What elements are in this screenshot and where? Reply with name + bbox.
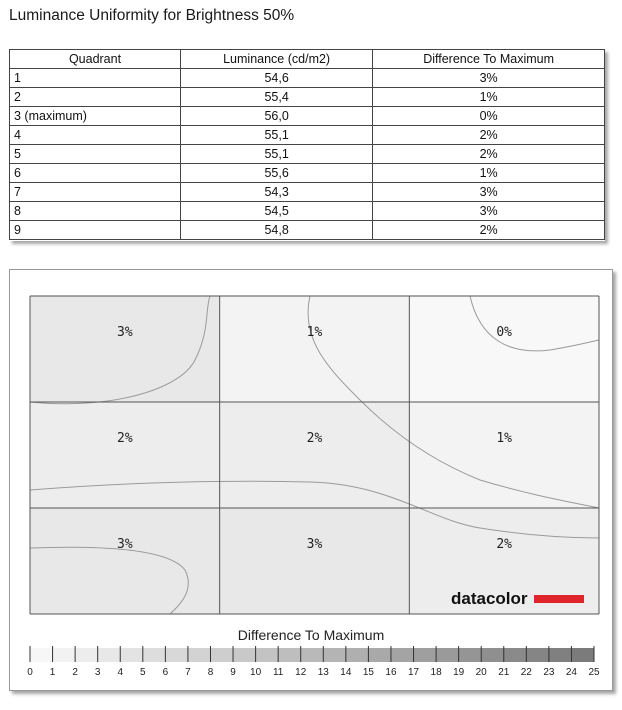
scale-tick-label: 22 <box>520 667 532 678</box>
cell-quadrant: 3 (maximum) <box>10 107 181 126</box>
cell-difference: 0% <box>373 107 605 126</box>
table-row <box>10 202 605 221</box>
cell-luminance: 55,4 <box>181 88 373 107</box>
scale-tick-label: 7 <box>185 667 191 678</box>
scale-tick-label: 16 <box>385 667 397 678</box>
scale-tick-label: 4 <box>117 667 124 678</box>
cell-quadrant: 1 <box>10 69 181 88</box>
cell-value-label: 2% <box>117 431 133 446</box>
cell-difference: 3% <box>373 69 605 88</box>
cell-difference: 2% <box>373 126 605 145</box>
heatmap-cell <box>30 402 220 508</box>
cell-difference: 3% <box>373 202 605 221</box>
scale-segment <box>278 648 301 662</box>
heatmap-cell <box>30 508 220 614</box>
table-row <box>10 183 605 202</box>
datacolor-logo-bar <box>534 595 584 603</box>
table-row <box>10 107 605 126</box>
scale-tick-label: 10 <box>250 667 262 678</box>
cell-luminance: 55,6 <box>181 164 373 183</box>
table-row <box>10 164 605 183</box>
scale-tick-label: 1 <box>49 667 56 678</box>
scale-segment <box>143 648 166 662</box>
scale-tick-label: 13 <box>317 667 329 678</box>
uniformity-chart-panel <box>9 269 613 691</box>
scale-tick-label: 14 <box>340 667 352 678</box>
scale-tick-label: 25 <box>588 667 600 678</box>
luminance-table-container <box>9 49 605 241</box>
heatmap-cell <box>30 296 220 402</box>
scale-segment <box>256 648 279 662</box>
scale-segment <box>391 648 414 662</box>
cell-quadrant: 7 <box>10 183 181 202</box>
table-row <box>10 126 605 145</box>
cell-difference: 3% <box>373 183 605 202</box>
cell-value-label: 0% <box>496 325 512 340</box>
scale-segment <box>414 648 437 662</box>
column-header-luminance: Luminance (cd/m2) <box>181 50 373 69</box>
scale-tick-label: 8 <box>207 667 214 678</box>
cell-difference: 1% <box>373 164 605 183</box>
cell-quadrant: 6 <box>10 164 181 183</box>
scale-segment <box>98 648 121 662</box>
cell-quadrant: 9 <box>10 221 181 240</box>
scale-segment <box>188 648 211 662</box>
scale-tick-label: 18 <box>430 667 442 678</box>
cell-difference: 2% <box>373 145 605 164</box>
heatmap-cell <box>409 402 599 508</box>
datacolor-logo: datacolor <box>451 589 528 608</box>
scale-tick-label: 19 <box>453 667 465 678</box>
heatmap-cell <box>220 296 410 402</box>
heatmap-cell <box>220 402 410 508</box>
cell-luminance: 55,1 <box>181 126 373 145</box>
scale-tick-label: 15 <box>362 667 374 678</box>
cell-value-label: 2% <box>306 431 323 446</box>
cell-luminance: 56,0 <box>181 107 373 126</box>
scale-tick-label: 23 <box>543 667 555 678</box>
table-row <box>10 69 605 88</box>
cell-value-label: 2% <box>496 537 512 552</box>
scale-tick-label: 11 <box>272 667 284 678</box>
scale-segment <box>120 648 143 662</box>
table-header-row <box>10 50 605 69</box>
table-row <box>10 88 605 107</box>
scale-tick-label: 5 <box>140 667 146 678</box>
scale-segment <box>368 648 391 662</box>
cell-luminance: 54,3 <box>181 183 373 202</box>
scale-segment <box>481 648 504 662</box>
scale-segment <box>30 648 53 662</box>
heatmap-cell <box>409 296 599 402</box>
scale-segment <box>504 648 527 662</box>
cell-value-label: 3% <box>306 537 323 552</box>
cell-difference: 2% <box>373 221 605 240</box>
scale-segment <box>549 648 572 662</box>
scale-segment <box>301 648 324 662</box>
scale-segment <box>233 648 256 662</box>
cell-difference: 1% <box>373 88 605 107</box>
cell-luminance: 55,1 <box>181 145 373 164</box>
scale-segment <box>75 648 98 662</box>
scale-segment <box>165 648 188 662</box>
scale-title: Difference To Maximum <box>237 627 385 643</box>
column-header-difference: Difference To Maximum <box>373 50 605 69</box>
scale-segment <box>526 648 549 662</box>
table-row <box>10 145 605 164</box>
cell-quadrant: 5 <box>10 145 181 164</box>
cell-luminance: 54,6 <box>181 69 373 88</box>
cell-quadrant: 2 <box>10 88 181 107</box>
scale-segment <box>210 648 233 662</box>
cell-value-label: 1% <box>496 431 512 446</box>
scale-tick-label: 9 <box>230 667 236 678</box>
scale-tick-label: 3 <box>94 667 101 678</box>
cell-quadrant: 8 <box>10 202 181 221</box>
scale-tick-label: 17 <box>407 667 420 678</box>
cell-luminance: 54,5 <box>181 202 373 221</box>
scale-segment <box>459 648 482 662</box>
column-header-quadrant: Quadrant <box>10 50 181 69</box>
scale-segment <box>323 648 346 662</box>
scale-segment <box>346 648 369 662</box>
cell-quadrant: 4 <box>10 126 181 145</box>
uniformity-heatmap <box>10 270 612 690</box>
cell-luminance: 54,8 <box>181 221 373 240</box>
scale-segment <box>436 648 459 662</box>
scale-tick-label: 2 <box>72 667 78 678</box>
cell-value-label: 3% <box>117 537 133 552</box>
page-title: Luminance Uniformity for Brightness 50% <box>9 7 295 24</box>
scale-segment <box>571 648 594 662</box>
scale-tick-label: 21 <box>498 667 510 678</box>
scale-tick-label: 6 <box>162 667 169 678</box>
scale-tick-label: 20 <box>475 667 487 678</box>
cell-value-label: 3% <box>117 325 133 340</box>
scale-tick-label: 0 <box>27 667 33 678</box>
scale-tick-label: 24 <box>565 667 578 678</box>
heatmap-cell <box>220 508 410 614</box>
table-row <box>10 221 605 240</box>
cell-value-label: 1% <box>306 325 323 340</box>
scale-segment <box>53 648 76 662</box>
luminance-table <box>9 49 605 240</box>
scale-tick-label: 12 <box>295 667 307 678</box>
